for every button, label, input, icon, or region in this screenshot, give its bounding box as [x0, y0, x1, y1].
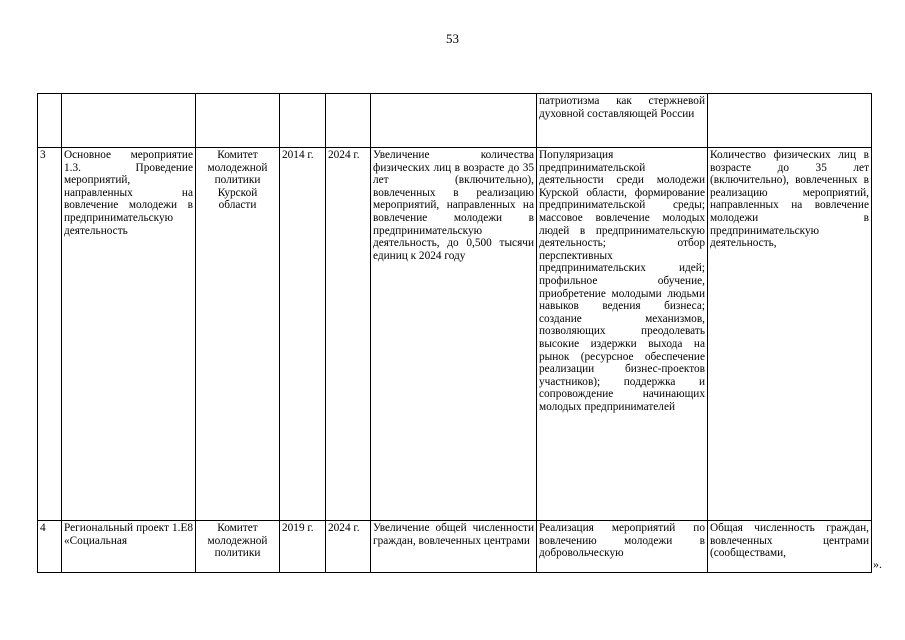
cell-name: Основное мероприятие 1.3. Проведение мероприятий, направленных на вовлечение молодежи в предпринимательскую деятельность	[62, 148, 196, 521]
cell-indicator: Увеличение количества физических лиц в возрасте до 35 лет (включительно), вовлеченных в реализацию мероприятий, направленных на вовлечение молодежи в предпринимательскую деятельность, до 0,500 тысячи единиц к 2024 году	[371, 148, 537, 521]
cell-num	[38, 94, 62, 148]
cell-start: 2019 г.	[280, 521, 326, 573]
cell-tasks: Реализация мероприятий по вовлечению молодежи в добровольческую	[537, 521, 708, 573]
cell-result	[708, 94, 872, 148]
cell-tasks: Популяризация предпринимательской деятельности среди молодежи Курской области, формирование предпринимательской среды; массовое вовлечение молодых людей в предпринимательскую деятельность; отбор перспективных предпринимательских идей; профильное обучение, приобретение молодыми людьми навыков ведения бизнеса; создание механизмов, позволяющих преодолевать высокие издержки выхода на рынок (ресурсное обеспечение реализации бизнес-проектов участников); поддержка и сопровождение начинающих молодых предпринимателей	[537, 148, 708, 521]
cell-executor: Комитет молодежной политики Курской области	[196, 148, 280, 521]
cell-result: Количество физических лиц в возрасте до 35 лет (включительно), вовлеченных в реализацию мероприятий, направленных на вовлечение молодежи в предпринимательскую деятельность,	[708, 148, 872, 521]
page-number: 53	[446, 31, 459, 46]
cell-num: 3	[38, 148, 62, 521]
closing-quote-mark: ».	[873, 557, 882, 571]
cell-indicator: Увеличение общей численности граждан, вовлеченных центрами	[371, 521, 537, 573]
cell-start: 2014 г.	[280, 148, 326, 521]
cell-tasks: патриотизма как стержневой духовной составляющей России	[537, 94, 708, 148]
cell-num: 4	[38, 521, 62, 573]
table-row	[38, 521, 872, 573]
cell-executor: Комитет молодежной политики	[196, 521, 280, 573]
cell-executor	[196, 94, 280, 148]
table-row	[38, 94, 872, 148]
cell-name	[62, 94, 196, 148]
cell-end: 2024 г.	[326, 521, 371, 573]
program-table	[37, 93, 872, 573]
cell-indicator	[371, 94, 537, 148]
cell-result: Общая численность граждан, вовлеченных центрами (сообществами,	[708, 521, 872, 573]
table-row	[38, 148, 872, 521]
cell-name: Региональный проект 1.Е8 «Социальная	[62, 521, 196, 573]
cell-end: 2024 г.	[326, 148, 371, 521]
cell-end	[326, 94, 371, 148]
cell-start	[280, 94, 326, 148]
